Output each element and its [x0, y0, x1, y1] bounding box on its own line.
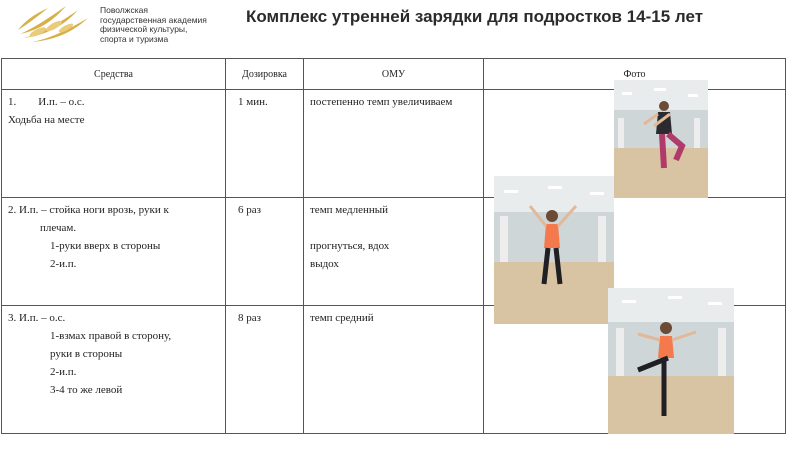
row-2-omu-line-2: прогнуться, вдох [310, 240, 390, 252]
row-3-omu [304, 306, 484, 434]
row-1-dosage [226, 90, 304, 198]
row-1-dosage-value: 1 мин. [238, 96, 268, 108]
row-3-means-line-2: 1-взмах правой в сторону, [50, 330, 172, 342]
row-2-means [2, 198, 226, 306]
row-3-means-line-1: 3. И.п. – о.с. [8, 312, 66, 324]
row-3-means-line-3: руки в стороны [50, 348, 123, 360]
row-3-means [2, 306, 226, 434]
row-2-means-line-3: 1-руки вверх в стороны [50, 240, 161, 252]
organization-name [100, 6, 207, 44]
org-line-1: Поволжская [100, 5, 148, 15]
row-1-means [2, 90, 226, 198]
exercise-1-photo [614, 80, 708, 198]
row-2-omu-line-1: темп медленный [310, 204, 389, 216]
row-1-omu-line-1: постепенно темп увеличиваем [310, 96, 453, 108]
row-2-means-line-2: плечам. [40, 222, 77, 234]
page-title: Комплекс утренней зарядки для подростков 14-15 лет [246, 7, 704, 26]
org-line-3: физической культуры, [100, 24, 188, 34]
row-2-omu-line-3: выдох [310, 258, 339, 270]
row-1-means-line-2: Ходьба на месте [8, 114, 85, 126]
row-3-means-line-5: 3-4 то же левой [50, 384, 123, 396]
org-line-4: спорта и туризма [100, 33, 169, 44]
row-2-dosage-value: 6 раз [238, 204, 261, 216]
exercise-3-photo [608, 288, 734, 434]
row-2-omu [304, 198, 484, 306]
row-3-dosage-value: 8 раз [238, 312, 261, 324]
row-3-means-line-4: 2-и.п. [50, 366, 77, 378]
row-2-dosage [226, 198, 304, 306]
header-means: Средства [2, 59, 226, 90]
row-3-omu-line-1: темп средний [310, 312, 374, 324]
golden-laurel-logo [14, 4, 94, 44]
row-1-number: 1. [8, 96, 17, 108]
header-dosage: Дозировка [226, 59, 304, 90]
header-omu: ОМУ [304, 59, 484, 90]
exercise-2-photo [494, 176, 614, 324]
row-3-dosage [226, 306, 304, 434]
row-1-means-line-1: И.п. – о.с. [38, 96, 85, 108]
row-1-omu [304, 90, 484, 198]
row-2-means-line-1: 2. И.п. – стойка ноги врозь, руки к [8, 204, 169, 216]
header-photo: Фото [484, 59, 786, 90]
org-line-2: государственная академия [100, 14, 207, 25]
row-2-means-line-4: 2-и.п. [50, 258, 77, 270]
